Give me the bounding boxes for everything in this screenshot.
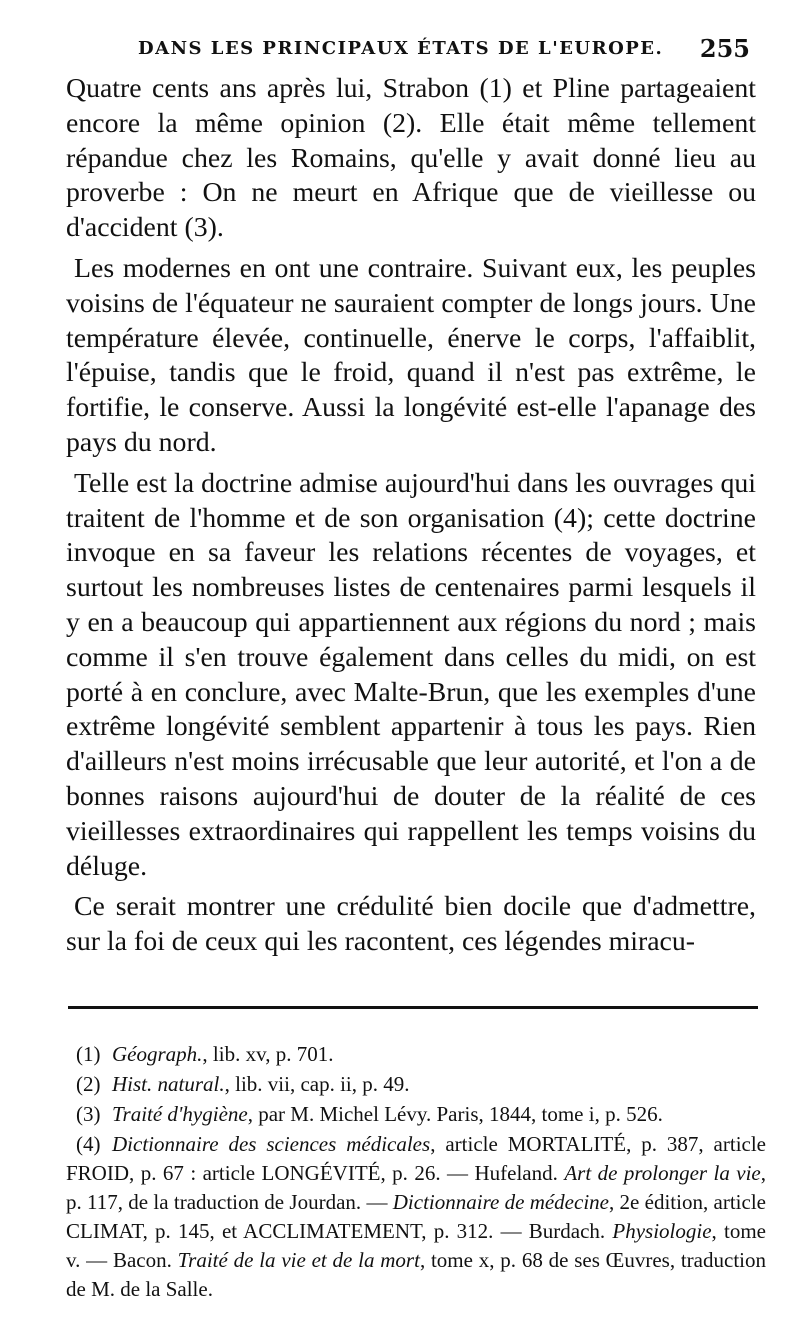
footnote-title: Traité d'hygiène <box>112 1102 248 1126</box>
footnote-separator <box>68 1006 758 1009</box>
footnote-text: , tome x, p. 68 de ses Œuvres, traduction de M. de la Salle. <box>66 1248 766 1301</box>
footnote-4 <box>66 1130 766 1304</box>
footnote-number: (4) <box>76 1132 101 1156</box>
footnote-2 <box>66 1070 766 1099</box>
footnote-title: Physiologie <box>612 1219 712 1243</box>
footnote-text: , 2e édition, article CLIMAT, p. 145, et ACCLIMATEMENT, p. 312. — Burdach. <box>66 1190 766 1243</box>
footnote-1 <box>66 1040 766 1069</box>
paragraph: Telle est la doctrine admise aujourd'hui dans les ouvrages qui traitent de l'homme et de son organisation (4); cette doctrine invoque en sa faveur les relations récentes de voyages, et surtout les nombreuses listes de centenaires parmi lesquels il y en a beaucoup qui appartiennent aux régions du nord ; mais comme il s'en trouve également dans celles du midi, on est porté à en conclure, avec Malte-Brun, que les exemples d'une extrême longévité semblent appartenir à tous les pays. Rien d'ailleurs n'est moins irrécusable que leur autorité, et l'on a de bonnes raisons aujourd'hui de douter de la réalité de ces vieillesses extraordinaires qui rappellent les temps voisins du déluge. <box>66 467 756 882</box>
footnote-number: (1) <box>76 1042 101 1066</box>
footnote-text: , lib. xv, p. 701. <box>202 1042 334 1066</box>
footnote-title: Traité de la vie et de la mort <box>177 1248 420 1272</box>
footnote-title: Dictionnaire des sciences médicales <box>112 1132 431 1156</box>
running-head: DANS LES PRINCIPAUX ÉTATS DE L'EUROPE. <box>138 38 664 59</box>
paragraph: Quatre cents ans après lui, Strabon (1) et Pline partageaient encore la même opinion (2). Elle était même tellement répandue chez les Romains, qu'elle y avait donné lieu au proverbe : On ne meurt en Afrique que de vieillesse ou d'accident (3). <box>66 73 756 244</box>
footnote-title: Dictionnaire de médecine <box>392 1190 609 1214</box>
footnote-title: Géograph. <box>112 1042 203 1066</box>
footnote-text: , tome v. — Bacon. <box>66 1219 766 1272</box>
footnotes <box>66 1040 766 1305</box>
footnote-text: , par M. Michel Lévy. Paris, 1844, tome i, p. 526. <box>247 1102 663 1126</box>
page-number: 255 <box>699 34 750 63</box>
paragraph: Ce serait montrer une crédulité bien docile que d'admettre, sur la foi de ceux qui les racontent, ces légendes miracu- <box>66 891 756 958</box>
footnote-text: , p. 117, de la traduction de Jourdan. — <box>66 1161 767 1214</box>
footnote-text: , article MORTALITÉ, p. 387, article FROID, p. 67 : article LONGÉVITÉ, p. 26. — Hufeland. <box>66 1132 766 1185</box>
body-text <box>66 72 756 966</box>
footnote-number: (2) <box>76 1072 101 1096</box>
page-header <box>60 30 760 64</box>
footnote-text: , lib. vii, cap. ii, p. 49. <box>224 1072 410 1096</box>
footnote-title: Hist. natural. <box>112 1072 225 1096</box>
paragraph: Les modernes en ont une contraire. Suivant eux, les peuples voisins de l'équateur ne sauraient compter de longs jours. Une température élevée, continuelle, énerve le corps, l'affaiblit, l'épuise, tandis que le froid, quand il n'est pas extrême, le fortifie, le conserve. Aussi la longévité est-elle l'apanage des pays du nord. <box>66 252 756 458</box>
footnote-title: Art de prolonger la vie <box>564 1161 761 1185</box>
footnote-3 <box>66 1100 766 1129</box>
footnote-number: (3) <box>76 1102 101 1126</box>
